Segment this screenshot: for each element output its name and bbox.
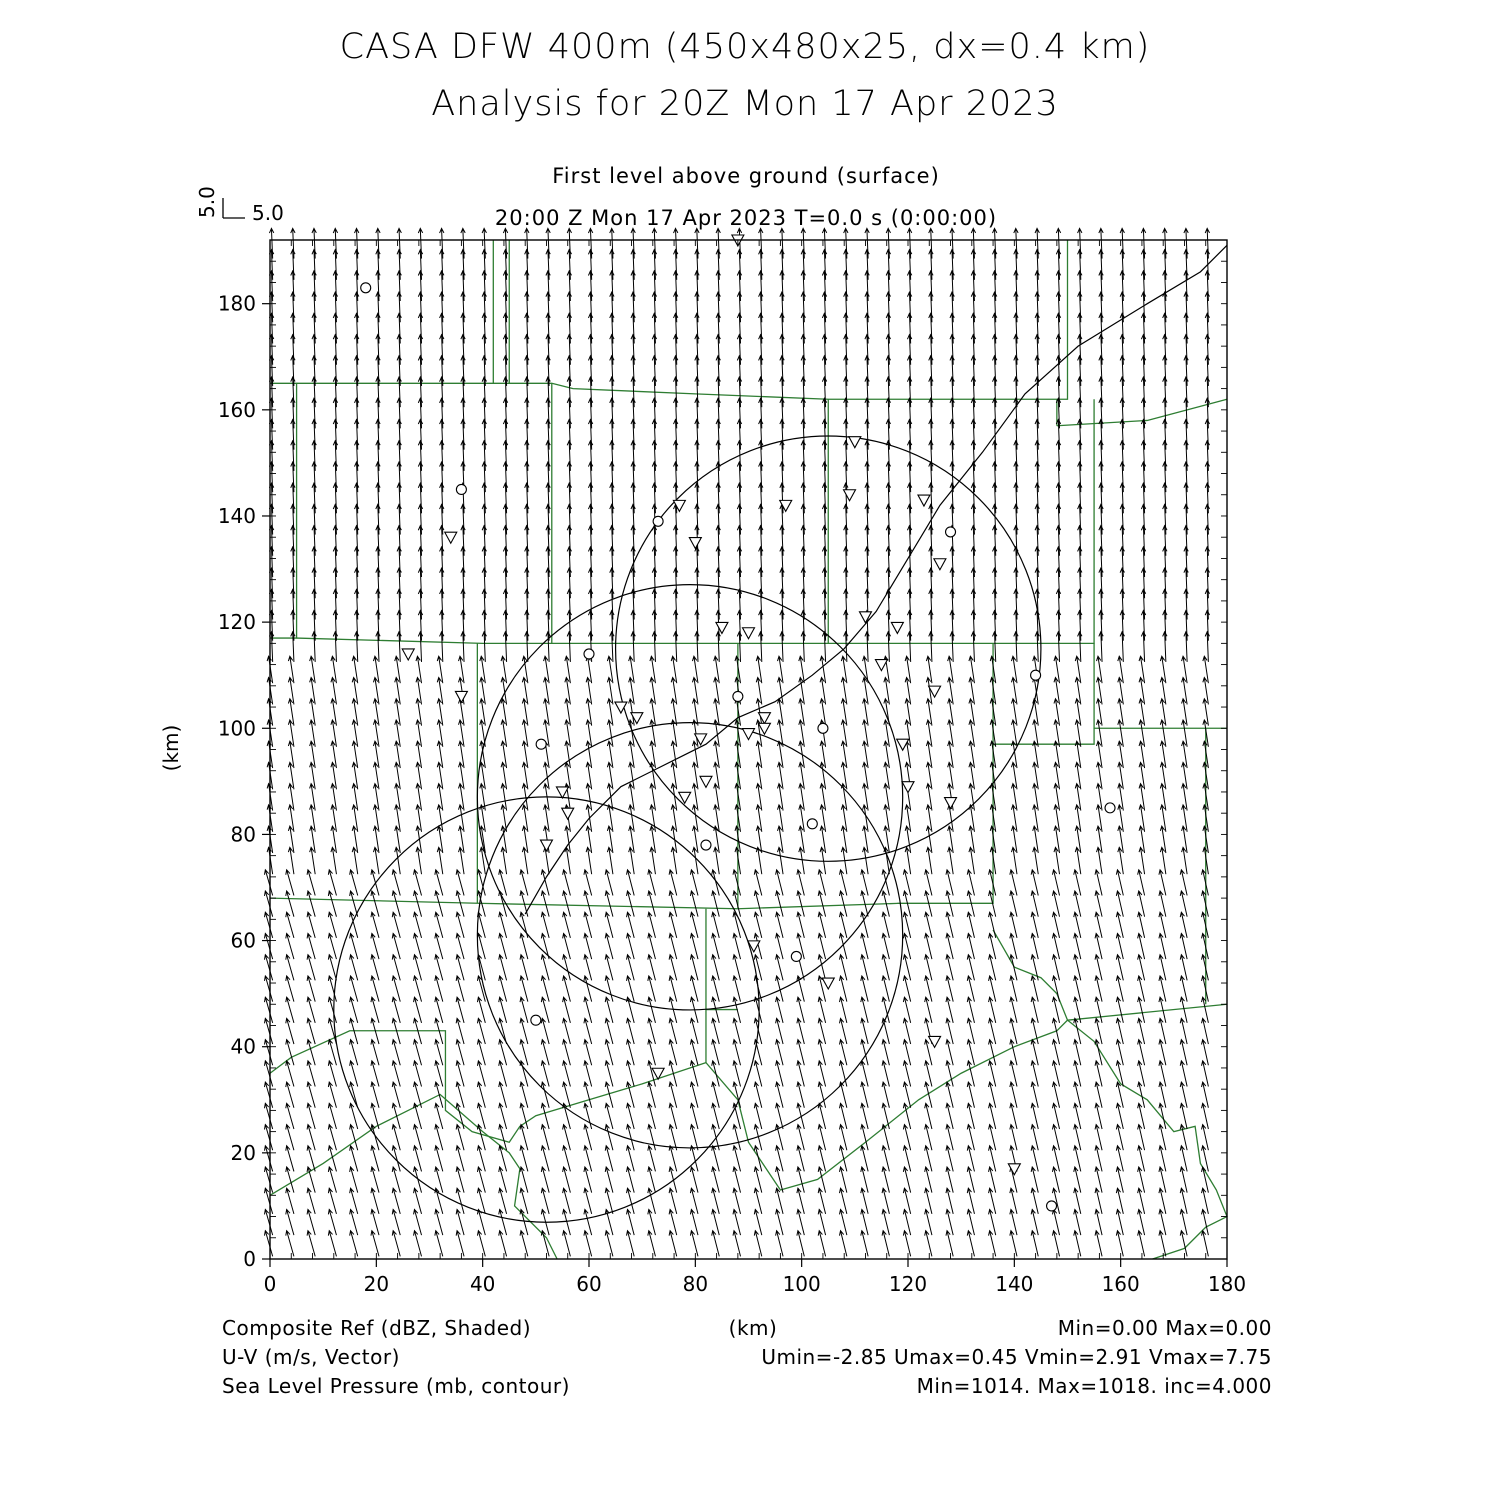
wind-vector (1074, 1231, 1081, 1257)
wind-vector (692, 847, 698, 874)
wind-vector (733, 1231, 741, 1257)
wind-vector (946, 1231, 953, 1257)
wind-vector (780, 632, 784, 662)
y-tick-label: 180 (217, 291, 256, 316)
station-circle (584, 649, 594, 659)
county-boundary (297, 399, 1095, 643)
county-boundary (897, 744, 993, 903)
wind-vector (1202, 1231, 1209, 1257)
wind-vector (884, 847, 890, 874)
station-circle (818, 723, 828, 733)
wind-vector (971, 632, 975, 662)
x-tick-label: 100 (782, 1272, 821, 1296)
wind-vector (546, 632, 550, 662)
wind-vector (650, 847, 656, 874)
wind-vector (648, 1231, 656, 1257)
station-triangle (902, 782, 914, 793)
ref-vector-u-label: 5.0 (252, 201, 284, 225)
wind-vector (778, 847, 784, 874)
wind-vector (1056, 632, 1060, 662)
wind-vector (822, 632, 826, 662)
station-triangle (402, 649, 414, 660)
wind-vector (1141, 632, 1145, 662)
wind-vector (565, 847, 571, 874)
wind-vector (1184, 632, 1188, 662)
station-circle (807, 819, 817, 829)
wind-vector (291, 632, 295, 662)
station-triangle (689, 538, 701, 549)
station-triangle (455, 691, 467, 702)
radar-ring (477, 723, 902, 1148)
station-circle (653, 516, 663, 526)
footer-left-3: Sea Level Pressure (mb, contour) (222, 1374, 570, 1398)
wind-vector (1097, 847, 1103, 874)
wind-vector (989, 1231, 996, 1257)
wind-vector (886, 632, 890, 662)
wind-vector (776, 1231, 783, 1257)
wind-vector (1010, 1231, 1017, 1257)
wind-vector (1118, 847, 1124, 874)
station-circle (531, 1015, 541, 1025)
reference-vector-key (195, 186, 284, 225)
wind-vector (690, 1231, 698, 1257)
station-triangle (743, 628, 755, 639)
ref-vector-v-label: 5.0 (195, 186, 219, 218)
wind-vector (331, 847, 337, 874)
wind-vector (333, 632, 337, 662)
wind-vector (695, 632, 699, 662)
x-tick-label: 120 (888, 1272, 928, 1296)
wind-vector (671, 847, 677, 874)
wind-vector (520, 1231, 528, 1257)
station-circle (701, 840, 711, 850)
wind-vector (395, 847, 401, 874)
station-circle (1047, 1201, 1057, 1211)
wind-vector (312, 632, 316, 662)
axes (218, 240, 1246, 1296)
wind-vector (607, 847, 613, 874)
y-tick-label: 60 (230, 928, 256, 953)
x-tick-label: 160 (1101, 1272, 1140, 1296)
station-circle (791, 951, 801, 961)
wind-vector (1116, 1231, 1123, 1257)
plot-area (264, 228, 1227, 1259)
wind-vector (610, 632, 614, 662)
wind-vector (440, 632, 444, 662)
wind-vector (605, 1231, 613, 1257)
wind-vector (926, 847, 932, 874)
wind-vector (1180, 1231, 1187, 1257)
wind-vector (1120, 632, 1124, 662)
level-label: First level above ground (surface) (552, 164, 940, 188)
wind-vector (929, 632, 933, 662)
wind-vector (1035, 632, 1039, 662)
footer-left-2: U-V (m/s, Vector) (222, 1345, 400, 1369)
y-tick-label: 100 (217, 716, 256, 741)
wind-vector (714, 847, 720, 874)
wind-vector (328, 1231, 336, 1257)
x-tick-label: 180 (1207, 1272, 1247, 1296)
station-triangle (875, 660, 887, 671)
wind-vector (674, 632, 678, 662)
county-boundary (1068, 1020, 1228, 1259)
wind-vector (1139, 847, 1145, 874)
time-label: 20:00 Z Mon 17 Apr 2023 T=0.0 s (0:00:00) (494, 206, 998, 230)
station-triangle (945, 798, 957, 809)
wind-vector (355, 632, 359, 662)
wind-vector (414, 1231, 422, 1257)
wind-vector (586, 847, 592, 874)
y-axis-label: (km) (159, 724, 183, 772)
wind-vector (797, 1231, 804, 1257)
wind-vector (459, 847, 465, 874)
y-tick-label: 0 (243, 1247, 256, 1271)
wind-vector (799, 847, 805, 874)
wind-vector (1163, 632, 1167, 662)
footer-right-1: Min=0.00 Max=0.00 (1057, 1316, 1272, 1340)
station-circle (536, 739, 546, 749)
y-tick-label: 120 (217, 610, 256, 635)
wind-vector (948, 847, 954, 874)
wind-vector (1138, 1231, 1145, 1257)
wind-vector (522, 847, 528, 874)
x-tick-label: 40 (469, 1272, 496, 1296)
y-tick-label: 20 (230, 1140, 256, 1165)
wind-vector (371, 1231, 379, 1257)
station-triangle (445, 532, 457, 543)
station-circle (456, 484, 466, 494)
station-triangle (929, 1036, 941, 1047)
x-tick-label: 60 (576, 1272, 602, 1296)
wind-vector (373, 847, 379, 874)
station-triangle (934, 559, 946, 570)
station-triangle (556, 787, 568, 798)
wind-vector (652, 632, 656, 662)
wind-vector (627, 1231, 635, 1257)
station-circle (733, 691, 743, 701)
wind-vector (905, 847, 911, 874)
wind-vector (437, 847, 443, 874)
wind-vector (288, 847, 294, 874)
x-axis-units: (km) (728, 1316, 778, 1340)
wind-vector (925, 1231, 932, 1257)
station-triangle (918, 495, 930, 506)
y-tick-label: 160 (217, 397, 256, 422)
wind-vector (1054, 847, 1060, 874)
wind-vector (818, 1231, 825, 1257)
wind-vector (1205, 632, 1209, 662)
wind-vector (865, 632, 869, 662)
y-tick-label: 140 (217, 503, 256, 528)
wind-vector (1078, 632, 1082, 662)
wind-vector (435, 1231, 443, 1257)
footer-left-1: Composite Ref (dBZ, Shaded) (222, 1316, 532, 1340)
wind-vector (1160, 847, 1166, 874)
wind-vector (839, 1231, 846, 1257)
wind-vector (397, 632, 401, 662)
wind-vector (882, 1231, 889, 1257)
wind-vector (499, 1231, 507, 1257)
wind-vector (352, 847, 358, 874)
wind-vector (969, 847, 975, 874)
wind-vector (584, 1231, 592, 1257)
station-triangle (849, 437, 861, 448)
station-circle (946, 527, 956, 537)
wind-vector (861, 1231, 868, 1257)
station-circle (1031, 670, 1041, 680)
wind-vector (350, 1231, 358, 1257)
station-triangle (844, 490, 856, 501)
wind-vector (392, 1231, 400, 1257)
wind-vector (482, 632, 486, 662)
wind-vector (716, 632, 720, 662)
x-tick-label: 80 (682, 1272, 709, 1296)
wind-vector (1011, 847, 1017, 874)
station-triangle (562, 808, 574, 819)
wind-vector (416, 847, 422, 874)
station-triangle (891, 622, 903, 633)
x-tick-label: 140 (995, 1272, 1034, 1296)
wind-vector (376, 632, 380, 662)
wind-vector (629, 847, 635, 874)
title-line2: Analysis for 20Z Mon 17 Apr 2023 (431, 84, 1059, 124)
wind-vector (456, 1231, 464, 1257)
wind-vector (759, 632, 763, 662)
wind-vector (1095, 1231, 1102, 1257)
wind-vector (264, 1231, 272, 1257)
wind-vector (525, 632, 529, 662)
wind-vector (567, 632, 571, 662)
wind-vector (903, 1231, 910, 1257)
wind-vector (1033, 847, 1039, 874)
wind-vector (477, 1231, 485, 1257)
wind-vector (801, 632, 805, 662)
wind-vector (1159, 1231, 1166, 1257)
title-line1: CASA DFW 400m (450x480x25, dx=0.4 km) (339, 27, 1151, 67)
x-tick-label: 0 (263, 1272, 277, 1296)
wind-vector (907, 632, 911, 662)
y-tick-label: 80 (230, 822, 256, 847)
wind-vector (967, 1231, 974, 1257)
station-circle (1105, 803, 1115, 813)
wind-vector (1014, 632, 1018, 662)
wind-vector (310, 847, 316, 874)
station-triangle (743, 729, 755, 740)
wind-vector (950, 632, 954, 662)
wind-vector (501, 847, 507, 874)
station-triangle (822, 978, 834, 989)
wind-vector (1182, 847, 1188, 874)
station-triangle (540, 840, 552, 851)
station-circle (361, 283, 371, 293)
footer-right-2: Umin=-2.85 Umax=0.45 Vmin=2.91 Vmax=7.75 (761, 1345, 1272, 1369)
x-tick-label: 20 (363, 1272, 390, 1296)
wind-vector (631, 632, 635, 662)
wind-vector (461, 632, 465, 662)
wind-vector (503, 632, 507, 662)
wind-vector (712, 1231, 720, 1257)
wind-vector (286, 1231, 294, 1257)
wind-vector (756, 847, 762, 874)
wind-vector (307, 1231, 315, 1257)
wind-vector (1031, 1231, 1038, 1257)
y-tick-label: 40 (230, 1034, 256, 1059)
wind-vector (844, 632, 848, 662)
wind-vector (754, 1231, 761, 1257)
wind-vector (1099, 632, 1103, 662)
wind-vector (563, 1231, 571, 1257)
wind-vector (1075, 847, 1081, 874)
wind-vector (669, 1231, 677, 1257)
wind-vector (1052, 1231, 1059, 1257)
wind-vector (418, 632, 422, 662)
wind-vector (863, 847, 869, 874)
station-triangle (859, 612, 871, 623)
footer-right-3: Min=1014. Max=1018. inc=4.000 (916, 1374, 1272, 1398)
station-triangle (700, 776, 712, 787)
station-triangle (758, 723, 770, 734)
